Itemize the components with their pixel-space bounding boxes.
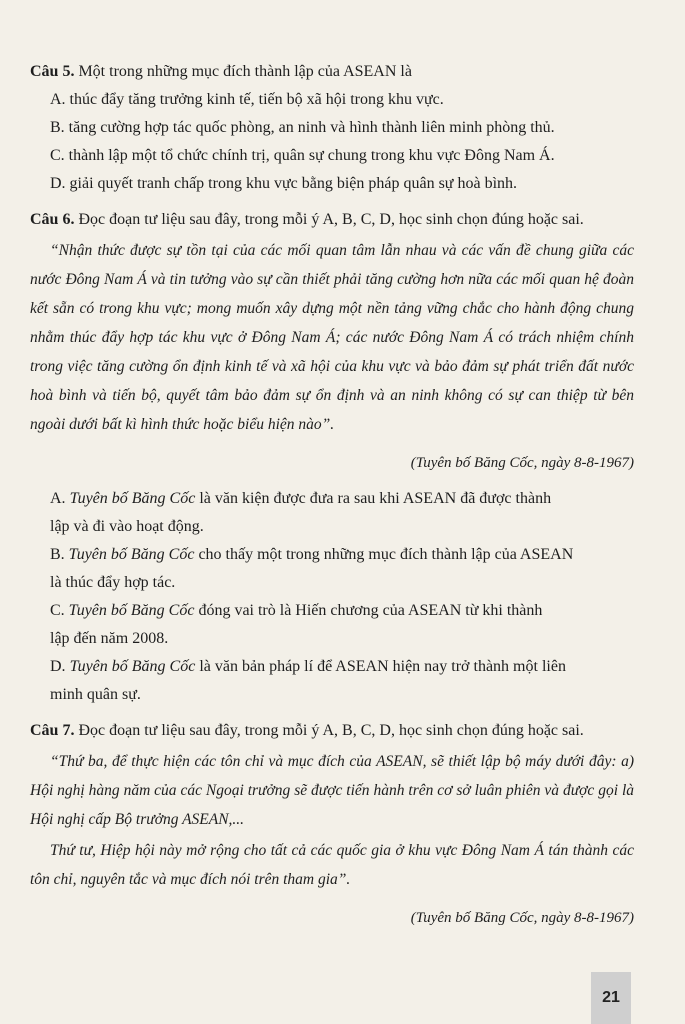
q5-option-b: B. tăng cường hợp tác quốc phòng, an ninh và hình thành liên minh phòng thủ. [50, 119, 555, 136]
q7-source: (Tuyên bố Băng Cốc, ngày 8-8-1967) [410, 910, 634, 926]
q6-quote: “Nhận thức được sự tồn tại của các mối quan tâm lẫn nhau và các vấn đề chung giữa các nước Đông Nam Á và tin tưởng vào sự cần thiết phải tăng cường hơn nữa các mối quan hệ đoàn kết sẵn có trong khu vực; mong muốn xây dựng một nền tảng vững chắc cho hành động chung nhằm thúc đẩy hợp tác khu vực ở Đông Nam Á; các nước Đông Nam Á có trách nhiệm chính trong việc tăng cường ổn định kinh tế và xã hội của khu vực và bảo đảm sự phát triển đất nước hoà bình và tiến bộ, quyết tâm bảo đảm sự ổn định và an ninh không có sự can thiệp từ bên ngoài dưới bất kì hình thức hoặc biểu hiện nào”. [30, 242, 634, 433]
q7-quote-part1: “Thứ ba, để thực hiện các tôn chỉ và mục đích của ASEAN, sẽ thiết lập bộ máy dưới đây: a) Hội nghị hàng năm của các Ngoại trưởng sẽ được tiến hành trên cơ sở luân phiên và được gọi là Hội nghị cấp Bộ trưởng ASEAN,... [30, 753, 634, 828]
q6-option-b: B. Tuyên bố Băng Cốc cho thấy một trong những mục đích thành lập của ASEAN là thúc đẩy hợp tác. [50, 546, 574, 591]
q6-option-a: A. Tuyên bố Băng Cốc là văn kiện được đưa ra sau khi ASEAN đã được thành lập và đi vào hoạt động. [50, 490, 552, 535]
q5-option-a: A. thúc đẩy tăng trưởng kinh tế, tiến bộ xã hội trong khu vực. [50, 91, 444, 108]
q5-option-c: C. thành lập một tổ chức chính trị, quân sự chung trong khu vực Đông Nam Á. [50, 147, 555, 164]
page-number: 21 [591, 972, 631, 1024]
q6-option-c: C. Tuyên bố Băng Cốc đóng vai trò là Hiến chương của ASEAN từ khi thành lập đến năm 2008. [50, 602, 543, 647]
q6-source: (Tuyên bố Băng Cốc, ngày 8-8-1967) [410, 455, 634, 471]
q7-quote-part2: Thứ tư, Hiệp hội này mở rộng cho tất cả các quốc gia ở khu vực Đông Nam Á tán thành các tôn chỉ, nguyên tắc và mục đích nói trên tham gia”. [30, 842, 634, 888]
q6-option-d: D. Tuyên bố Băng Cốc là văn bản pháp lí để ASEAN hiện nay trở thành một liên minh quân sự. [50, 658, 566, 703]
q5-stem: Câu 5. Một trong những mục đích thành lập của ASEAN là [30, 63, 412, 80]
page-content [30, 58, 634, 940]
q6-stem: Câu 6. Đọc đoạn tư liệu sau đây, trong mỗi ý A, B, C, D, học sinh chọn đúng hoặc sai. [30, 211, 584, 228]
q7-stem: Câu 7. Đọc đoạn tư liệu sau đây, trong mỗi ý A, B, C, D, học sinh chọn đúng hoặc sai. [30, 722, 584, 739]
q5-option-d: D. giải quyết tranh chấp trong khu vực bằng biện pháp quân sự hoà bình. [50, 175, 518, 192]
